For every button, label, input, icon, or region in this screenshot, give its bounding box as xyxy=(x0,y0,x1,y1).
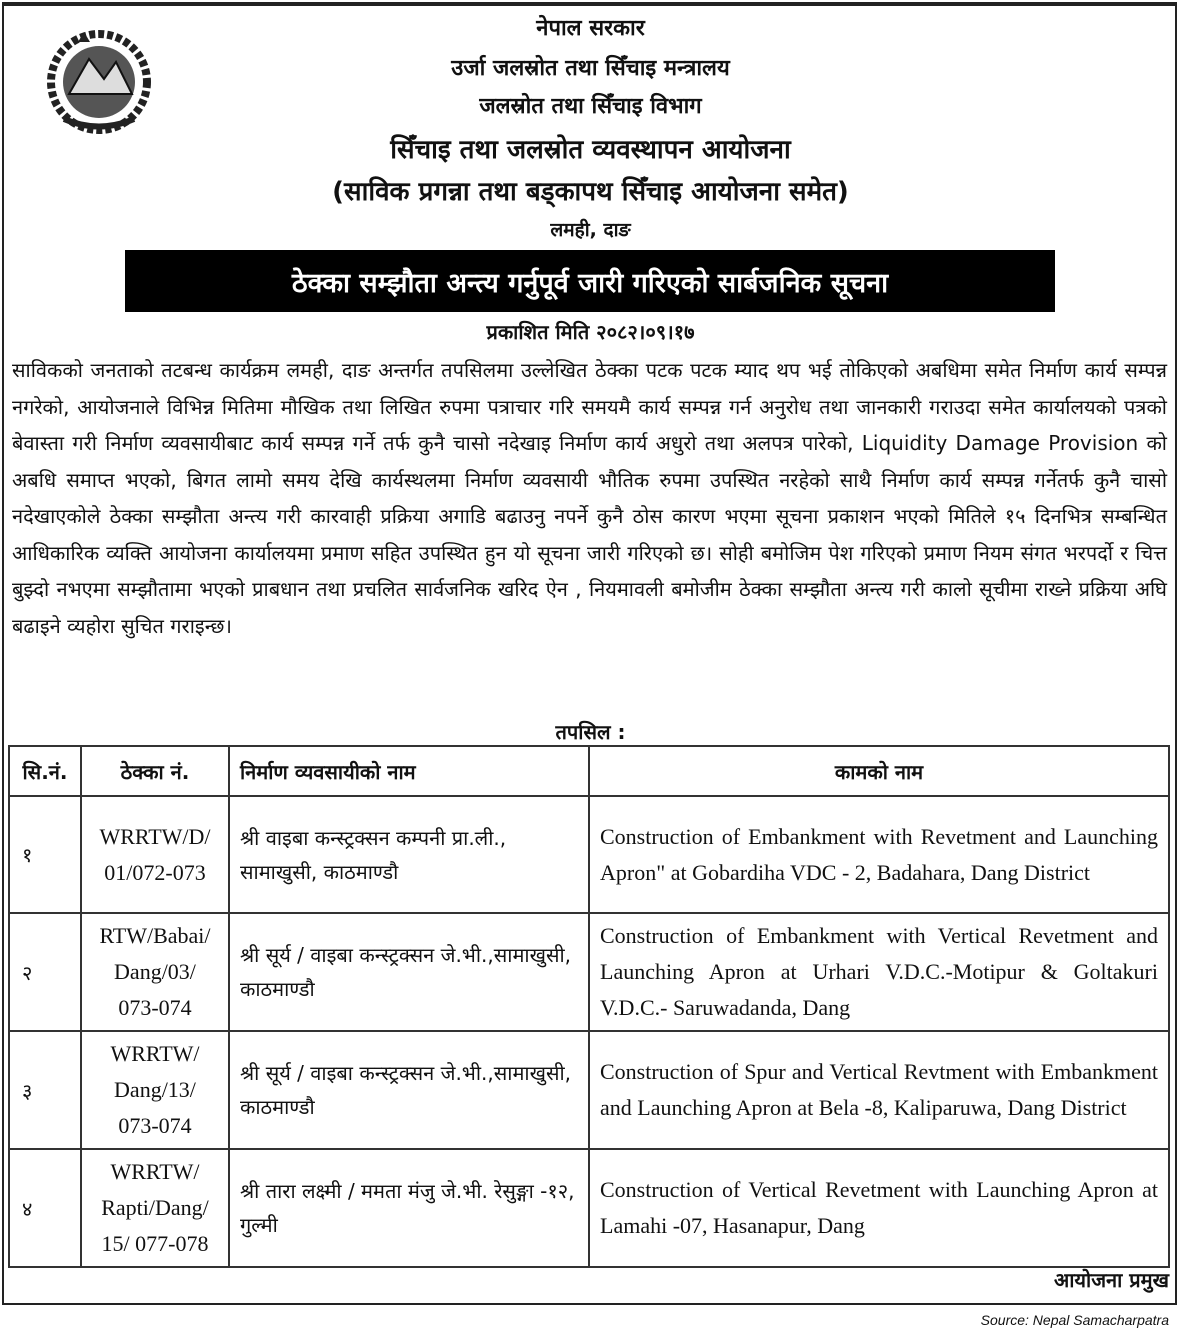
row-contractor: श्री सूर्य / वाइबा कन्स्ट्रक्सन जे.भी.,सामाखुसी, काठमाण्डौ xyxy=(229,1031,589,1149)
project-name: सिँचाइ तथा जलस्रोत व्यवस्थापन आयोजना xyxy=(390,135,791,165)
government-name: नेपाल सरकार xyxy=(536,16,645,41)
contracts-table xyxy=(8,745,1170,1268)
row-work-name: Construction of Spur and Vertical Revtment with Embankment and Launching Apron at Bela -8, Kaliparuwa, Dang District xyxy=(589,1031,1169,1149)
ministry-name: उर्जा जलस्रोत तथा सिँचाइ मन्त्रालय xyxy=(451,56,730,81)
notice-title-banner xyxy=(125,250,1055,312)
row-contractor: श्री सूर्य / वाइबा कन्स्ट्रक्सन जे.भी.,सामाखुसी, काठमाण्डौ xyxy=(229,913,589,1031)
location: लमही, दाङ xyxy=(550,219,631,241)
table-row xyxy=(9,796,1169,913)
header-contractor: निर्माण व्यवसायीको नाम xyxy=(229,746,589,796)
table-row xyxy=(9,1149,1169,1267)
signatory-title: आयोजना प्रमुख xyxy=(1053,1268,1169,1292)
row-sn: ३ xyxy=(9,1031,81,1149)
table-header-row xyxy=(9,746,1169,796)
row-contract-no: WRRTW/ Rapti/Dang/ 15/ 077-078 xyxy=(81,1149,229,1267)
department-name: जलस्रोत तथा सिँचाइ विभाग xyxy=(479,94,702,119)
table-caption: तपसिल : xyxy=(555,720,626,744)
row-contract-no: RTW/Babai/ Dang/03/ 073-074 xyxy=(81,913,229,1031)
notice-body: साविकको जनताको तटबन्ध कार्यक्रम लमही, दाङ अन्तर्गत तपसिलमा उल्लेखित ठेक्का पटक पटक म्याद थप भई तोकिएको अबधिमा समेत निर्माण कार्य सम्पन्न नगरेको, आयोजनाले विभिन्न मितिमा मौखिक तथा लिखित रुपमा पत्राचार गरि समयमै कार्य सम्पन्न गर्न अनुरोध तथा जानकारी गराउदा समेत कार्यालयको पत्रको बेवास्ता गरी निर्माण व्यवसायीबाट कार्य सम्पन्न गर्ने तर्फ कुनै चासो नदेखाइ निर्माण कार्य अधुरो तथा अलपत्र पारेको, Liquidity Damage Provision को अबधि समाप्त भएको, बिगत लामो समय देखि कार्यस्थलमा निर्माण व्यवसायी भौतिक रुपमा उपस्थित नरहेको साथै निर्माण कार्य सम्पन्न गर्नेतर्फ कुनै चासो नदेखाएकोले ठेक्का सम्झौता अन्त्य गरी कारवाही प्रक्रिया अगाडि बढाउनु नपर्ने कुनै ठोस कारण भएमा सूचना प्रकाशन भएको मितिले १५ दिनभित्र सम्बन्धित आधिकारिक व्यक्ति आयोजना कार्यालयमा प्रमाण सहित उपस्थित हुन यो सूचना जारी गरिएको छ। सोही बमोजिम पेश गरिएको प्रमाण नियम संगत भरपर्दो र चित्त बुझ्दो नभएमा सम्झौतामा भएको प्राबधान तथा प्रचलित सार्वजनिक खरिद ऐन , नियमावली बमोजीम ठेक्का सम्झौता अन्त्य गरी कालो सूचीमा राख्ने प्रक्रिया अघि बढाइने व्यहोरा सुचित गराइन्छ। xyxy=(12,358,1167,638)
row-contract-no: WRRTW/ Dang/13/ 073-074 xyxy=(81,1031,229,1149)
table-row xyxy=(9,913,1169,1031)
table-row xyxy=(9,1031,1169,1149)
published-date: प्रकाशित मिति २०८२।०९।१७ xyxy=(486,320,695,344)
row-sn: २ xyxy=(9,913,81,1031)
project-subtitle: (साविक प्रगन्ना तथा बड्कापथ सिँचाइ आयोजना समेत) xyxy=(332,177,849,207)
row-work-name: Construction of Embankment with Vertical Revetment and Launching Apron at Urhari V.D.C.-Motipur & Goltakuri V.D.C.- Saruwadanda, Dang xyxy=(589,913,1169,1031)
row-contractor: श्री तारा लक्ष्मी / ममता मंजु जे.भी. रेसुङ्गा -१२, गुल्मी xyxy=(229,1149,589,1267)
row-contract-no: WRRTW/D/ 01/072-073 xyxy=(81,796,229,913)
header-contract-no: ठेक्का नं. xyxy=(81,746,229,796)
row-work-name: Construction of Embankment with Revetment and Launching Apron" at Gobardiha VDC - 2, Badahara, Dang District xyxy=(589,796,1169,913)
row-contractor: श्री वाइबा कन्स्ट्रक्सन कम्पनी प्रा.ली., सामाखुसी, काठमाण्डौ xyxy=(229,796,589,913)
source-credit: Source: Nepal Samacharpatra xyxy=(980,1312,1169,1328)
row-sn: ४ xyxy=(9,1149,81,1267)
header-sn: सि.नं. xyxy=(9,746,81,796)
row-sn: १ xyxy=(9,796,81,913)
header-work-name: कामको नाम xyxy=(589,746,1169,796)
notice-title: ठेक्का सम्झौता अन्त्य गर्नुपूर्व जारी गरिएको सार्बजनिक सूचना xyxy=(291,267,889,299)
row-work-name: Construction of Vertical Revetment with Launching Apron at Lamahi -07, Hasanapur, Dang xyxy=(589,1149,1169,1267)
